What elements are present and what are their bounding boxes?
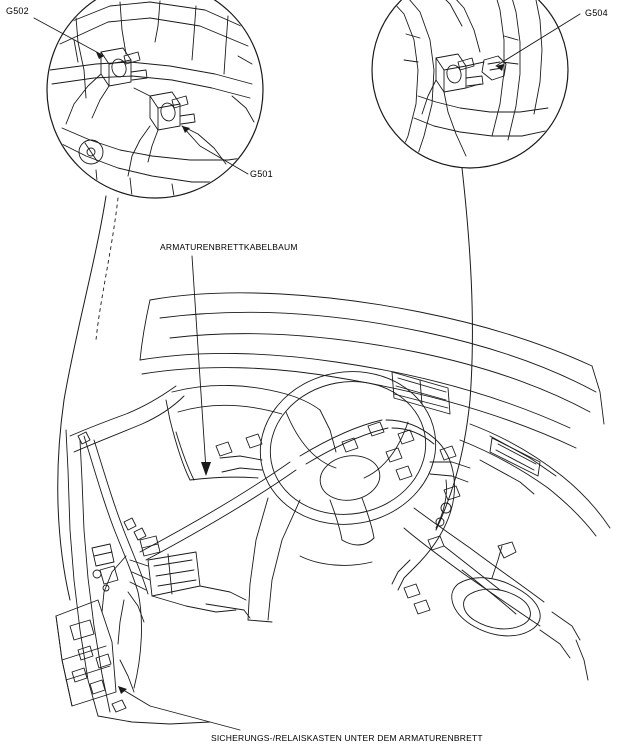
callout-label-g504: G504 — [585, 8, 608, 18]
callout-label-g501: G501 — [250, 169, 273, 179]
detail-circle-left — [47, 0, 263, 198]
dashboard-illustration — [56, 293, 610, 724]
fuse-relay-box-caption: SICHERUNGS-/RELAISKASTEN UNTER DEM ARMATURENBRETT — [211, 733, 483, 743]
callout-label-g502: G502 — [6, 6, 29, 16]
harness-label: ARMATURENBRETTKABELBAUM — [160, 242, 298, 252]
detail-circle-right — [372, 0, 568, 168]
harness-routing — [140, 420, 460, 614]
